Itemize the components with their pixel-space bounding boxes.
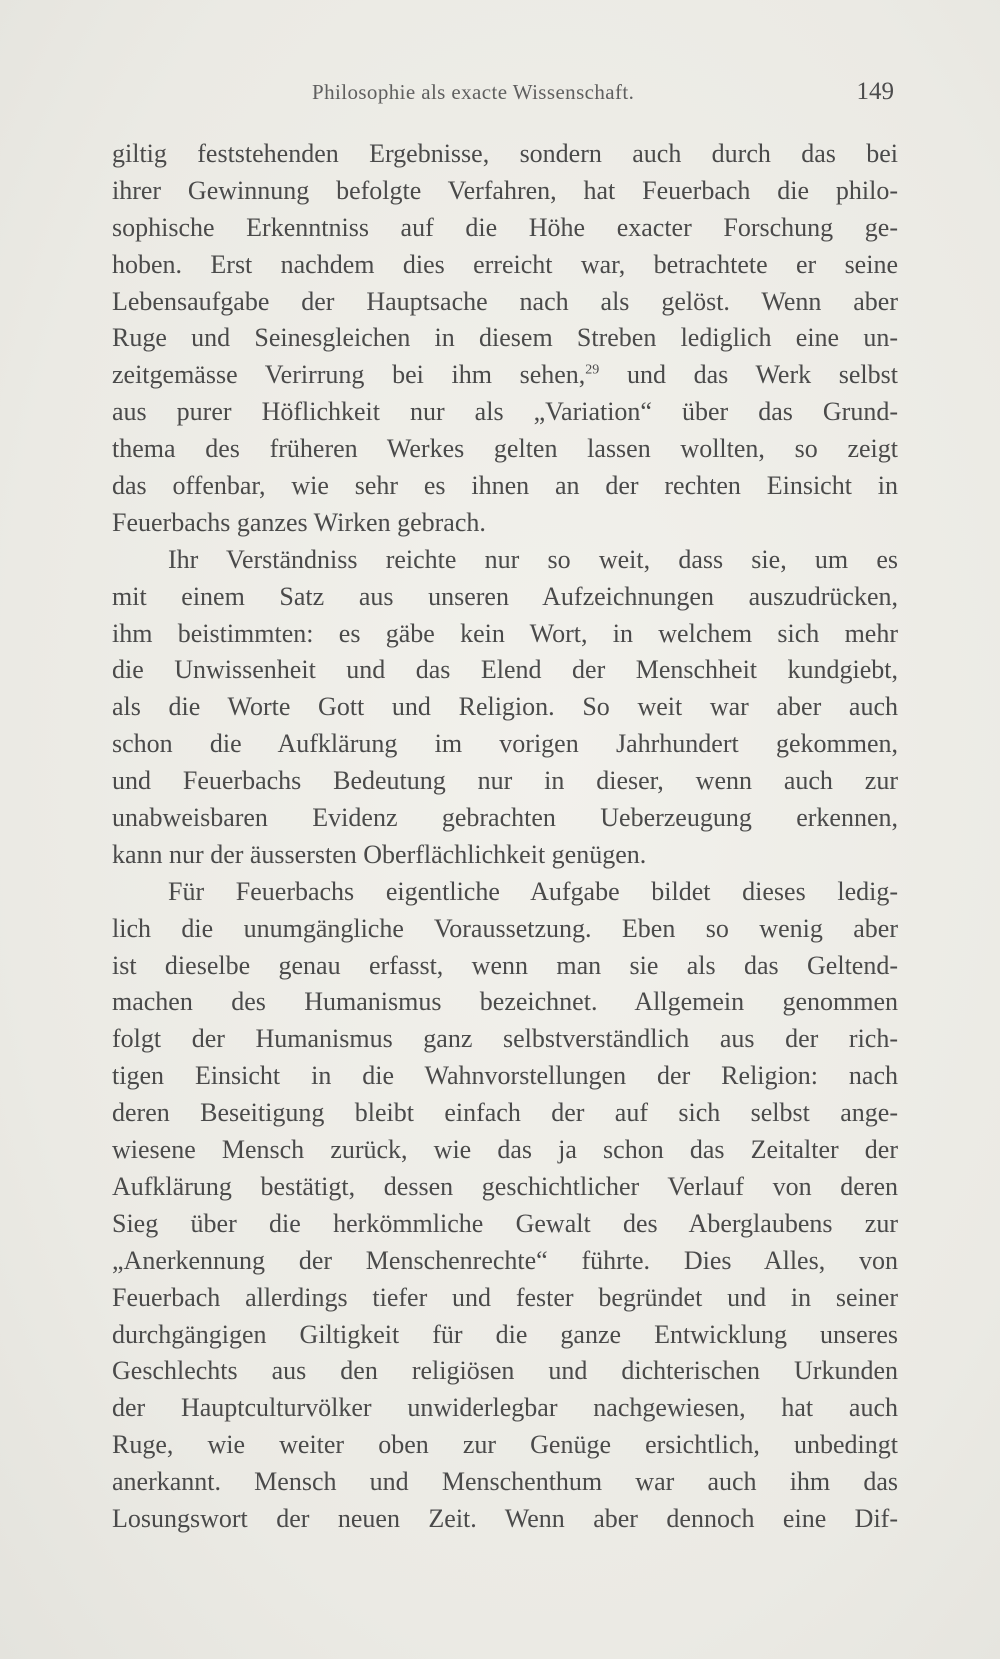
text-line: giltig feststehenden Ergebnisse, sondern auch durch das bei	[112, 139, 898, 168]
paragraph-first-line: Für Feuerbachs eigentliche Aufgabe bildet dieses ledig-	[168, 876, 898, 906]
text-line: durchgängigen Giltigkeit für die ganze Entwicklung unseres	[112, 1319, 898, 1349]
text-line: sophische Erkenntniss auf die Höhe exacter Forschung ge-	[112, 212, 898, 242]
text-line: mit einem Satz aus unseren Aufzeichnungen auszudrücken,	[112, 581, 898, 611]
text-line: ihrer Gewinnung befolgte Verfahren, hat Feuerbach die philo-	[112, 175, 898, 205]
footnote-marker: 29	[585, 362, 600, 378]
text-line: anerkannt. Mensch und Menschenthum war auch ihm das	[112, 1467, 898, 1497]
text-line: „Anerkennung der Menschenrechte“ führte. Dies Alles, von	[112, 1245, 898, 1275]
text-line: lich die unumgängliche Voraussetzung. Eben so wenig aber	[112, 913, 898, 943]
text-line: folgt der Humanismus ganz selbstverständlich aus der rich-	[112, 1024, 898, 1054]
text-line: schon die Aufklärung im vorigen Jahrhundert gekommen,	[112, 729, 898, 759]
text-line: thema des früheren Werkes gelten lassen wollten, so zeigt	[112, 434, 898, 464]
text-line: Lebensaufgabe der Hauptsache nach als gelöst. Wenn aber	[112, 286, 898, 316]
text-line-with-footnote	[112, 357, 898, 394]
running-title: Philosophie als exacte Wissenschaft.	[312, 80, 635, 104]
text-line: machen des Humanismus bezeichnet. Allgemein genommen	[112, 987, 898, 1017]
text-fragment: und das Werk selbst	[599, 360, 898, 390]
text-line: und Feuerbachs Bedeutung nur in dieser, wenn auch zur	[112, 766, 898, 796]
text-line: die Unwissenheit und das Elend der Menschheit kundgiebt,	[112, 655, 898, 685]
text-line: ihm beistimmten: es gäbe kein Wort, in welchem sich mehr	[112, 618, 898, 648]
body-text	[112, 136, 898, 1538]
text-line: Geschlechts aus den religiösen und dichterischen Urkunden	[112, 1356, 898, 1386]
text-line: tigen Einsicht in die Wahnvorstellungen der Religion: nach	[112, 1061, 898, 1091]
text-line: Feuerbach allerdings tiefer und fester begründet und in seiner	[112, 1282, 898, 1312]
text-line: ist dieselbe genau erfasst, wenn man sie als das Geltend-	[112, 950, 898, 980]
text-fragment: zeitgemässe Verirrung bei ihm sehen,	[112, 360, 586, 390]
text-line: hoben. Erst nachdem dies erreicht war, betrachtete er seine	[112, 249, 898, 279]
text-line: Ruge, wie weiter oben zur Genüge ersichtlich, unbedingt	[112, 1430, 898, 1460]
text-line: das offenbar, wie sehr es ihnen an der rechten Einsicht in	[112, 471, 898, 501]
text-line: unabweisbaren Evidenz gebrachten Ueberzeugung erkennen,	[112, 803, 898, 833]
text-line: aus purer Höflichkeit nur als „Variation“ über das Grund-	[112, 397, 898, 427]
running-head	[112, 74, 898, 114]
paragraph-end-line: kann nur der äussersten Oberflächlichkeit genügen.	[112, 839, 647, 869]
text-line: Aufklärung bestätigt, dessen geschichtlicher Verlauf von deren	[112, 1171, 898, 1201]
text-line: Ruge und Seinesgleichen in diesem Streben lediglich eine un-	[112, 323, 898, 353]
paragraph-end-line: Feuerbachs ganzes Wirken gebrach.	[112, 507, 486, 537]
text-line: wiesene Mensch zurück, wie das ja schon das Zeitalter der	[112, 1135, 898, 1165]
paragraph-first-line: Ihr Verständniss reichte nur so weit, dass sie, um es	[168, 544, 898, 574]
text-line: deren Beseitigung bleibt einfach der auf sich selbst ange-	[112, 1098, 898, 1128]
page-number: 149	[856, 78, 894, 105]
text-line: Losungswort der neuen Zeit. Wenn aber dennoch eine Dif-	[112, 1503, 898, 1533]
text-line: der Hauptculturvölker unwiderlegbar nachgewiesen, hat auch	[112, 1393, 898, 1423]
text-line: als die Worte Gott und Religion. So weit war aber auch	[112, 692, 898, 722]
text-line: Sieg über die herkömmliche Gewalt des Aberglaubens zur	[112, 1208, 898, 1238]
